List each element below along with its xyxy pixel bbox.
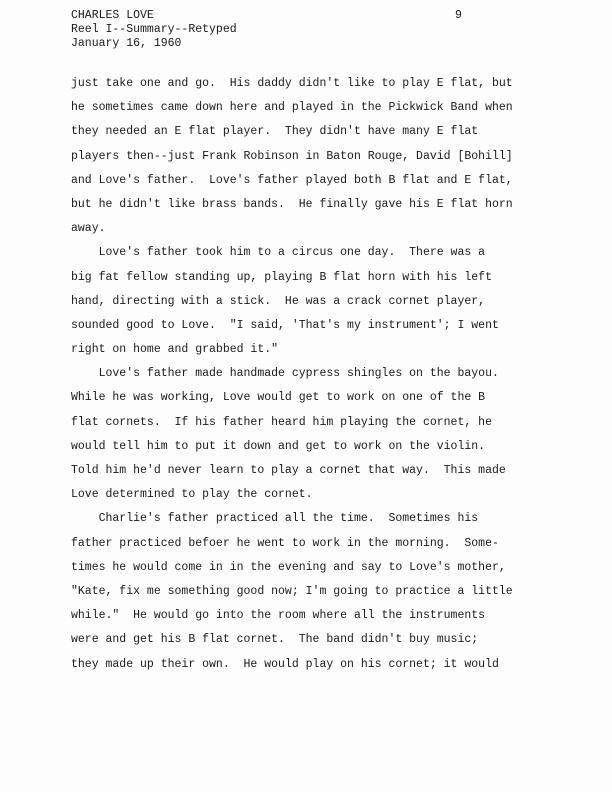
text-line: Love's father made handmade cypress shingles on the bayou.	[71, 367, 499, 381]
text-line: they needed an E flat player. They didn't have many E flat	[71, 125, 479, 139]
text-line: "Kate, fix me something good now; I'm going to practice a little	[71, 584, 513, 598]
text-line: while." He would go into the room where all the instruments	[71, 609, 486, 623]
header-name: CHARLES LOVE	[71, 9, 154, 22]
page-header	[71, 9, 237, 51]
text-line: times he would come in in the evening and say to Love's mother,	[71, 560, 506, 574]
text-line: Told him he'd never learn to play a cornet that way. This made	[71, 464, 506, 477]
text-line: but he didn't like brass bands. He finally gave his E flat horn	[71, 197, 513, 211]
text-line: Charlie's father practiced all the time. Sometimes his	[71, 512, 479, 526]
text-line: hand, directing with a stick. He was a crack cornet player,	[71, 294, 486, 308]
text-line: were and get his B flat cornet. The band didn't buy music;	[71, 633, 479, 647]
text-line: father practiced befoer he went to work in the morning. Some-	[71, 536, 499, 550]
text-line: right on home and grabbed it."	[71, 343, 279, 357]
text-line: just take one and go. His daddy didn't like to play E flat, but	[71, 77, 513, 90]
text-line: Love's father took him to a circus one day. There was a	[71, 246, 486, 260]
text-line: away.	[71, 222, 106, 236]
text-line: they made up their own. He would play on his cornet; it would	[71, 657, 499, 671]
text-line: Love determined to play the cornet.	[71, 488, 313, 502]
text-line: and Love's father. Love's father played both B flat and E flat,	[71, 173, 513, 187]
text-line: big fat fellow standing up, playing B flat horn with his left	[71, 270, 492, 284]
body-text	[71, 72, 551, 677]
page-number: 9	[455, 9, 462, 22]
header-date: January 16, 1960	[71, 37, 182, 50]
text-line: While he was working, Love would get to work on one of the B	[71, 391, 486, 405]
text-line: players then--just Frank Robinson in Baton Rouge, David [Bohill]	[71, 149, 513, 163]
text-line: sounded good to Love. "I said, 'That's my instrument'; I went	[71, 318, 499, 332]
text-line: he sometimes came down here and played in the Pickwick Band when	[71, 101, 513, 115]
text-line: flat cornets. If his father heard him playing the cornet, he	[71, 415, 492, 429]
text-line: would tell him to put it down and get to work on the violin.	[71, 439, 486, 453]
header-reel: Reel I--Summary--Retyped	[71, 23, 237, 36]
